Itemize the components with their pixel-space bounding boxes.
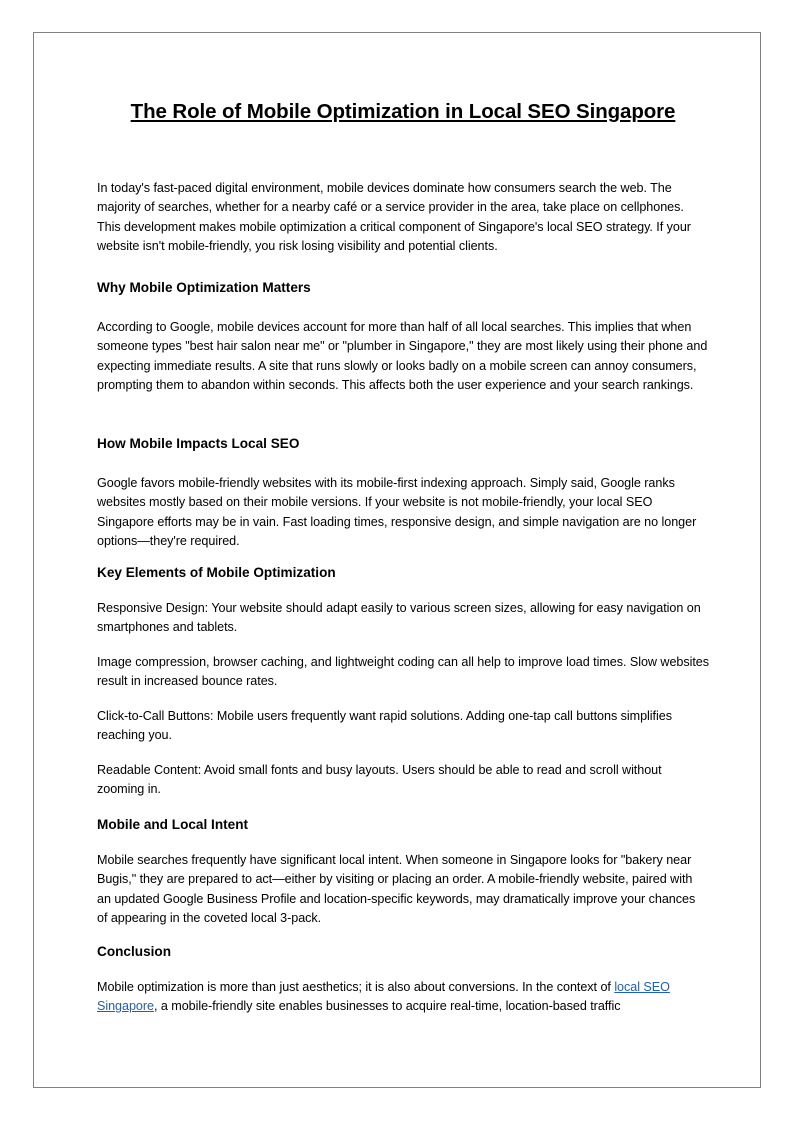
- document-page: [33, 32, 761, 1088]
- conclusion-text-after: , a mobile-friendly site enables businesses to acquire real-time, location-based traffic: [153, 999, 621, 1014]
- page-title: The Role of Mobile Optimization in Local SEO Singapore: [130, 100, 676, 123]
- paragraph-conclusion: [97, 978, 709, 1017]
- key-element-click-to-call: Click-to-Call Buttons: Mobile users frequently want rapid solutions. Adding one-tap call buttons simplifies reaching you.: [97, 709, 672, 743]
- key-element-responsive-design: Responsive Design: Your website should adapt easily to various screen sizes, allowing for easy navigation on smartphones and tablets.: [97, 601, 701, 635]
- heading-key-elements: Key Elements of Mobile Optimization: [97, 565, 336, 580]
- heading-local-intent: Mobile and Local Intent: [97, 817, 249, 832]
- local-seo-singapore-link[interactable]: local SEO Singapore: [97, 980, 670, 1014]
- paragraph-local-intent: Mobile searches frequently have significant local intent. When someone in Singapore looks for "bakery near Bugis," they are prepared to act—either by visiting or placing an order. A mobile-friendly website, paired with an updated Google Business Profile and location-specific keywords, may dramatically improve your chances of appearing in the coveted local 3-pack.: [97, 853, 696, 925]
- heading-why-mobile: Why Mobile Optimization Matters: [97, 280, 311, 295]
- heading-conclusion: Conclusion: [97, 944, 172, 959]
- conclusion-text-before: Mobile optimization is more than just aesthetics; it is also about conversions. In the context of: [97, 980, 615, 994]
- key-element-load-times: Image compression, browser caching, and lightweight coding can all help to improve load times. Slow websites result in increased bounce rates.: [97, 655, 710, 689]
- paragraph-why-mobile: According to Google, mobile devices account for more than half of all local searches. This implies that when someone types "best hair salon near me" or "plumber in Singapore," they are most likely using their phone and expecting immediate results. A site that runs slowly or looks badly on a mobile screen can annoy consumers, prompting them to abandon within seconds. This affects both the user experience and your search rankings.: [97, 320, 708, 392]
- heading-how-mobile: How Mobile Impacts Local SEO: [97, 436, 300, 451]
- key-element-readable-content: Readable Content: Avoid small fonts and busy layouts. Users should be able to read and scroll without zooming in.: [97, 763, 662, 797]
- paragraph-how-mobile: Google favors mobile-friendly websites with its mobile-first indexing approach. Simply said, Google ranks websites mostly based on their mobile versions. If your website is not mobile-friendly, your local SEO Singapore efforts may be in vain. Fast loading times, responsive design, and simple navigation are no longer options—they're required.: [97, 476, 697, 548]
- intro-paragraph: In today's fast-paced digital environment, mobile devices dominate how consumers search the web. The majority of searches, whether for a nearby café or a service provider in the area, take place on cellphones. This development makes mobile optimization a critical component of Singapore's local SEO strategy. If your website isn't mobile-friendly, you risk losing visibility and potential clients.: [97, 181, 691, 253]
